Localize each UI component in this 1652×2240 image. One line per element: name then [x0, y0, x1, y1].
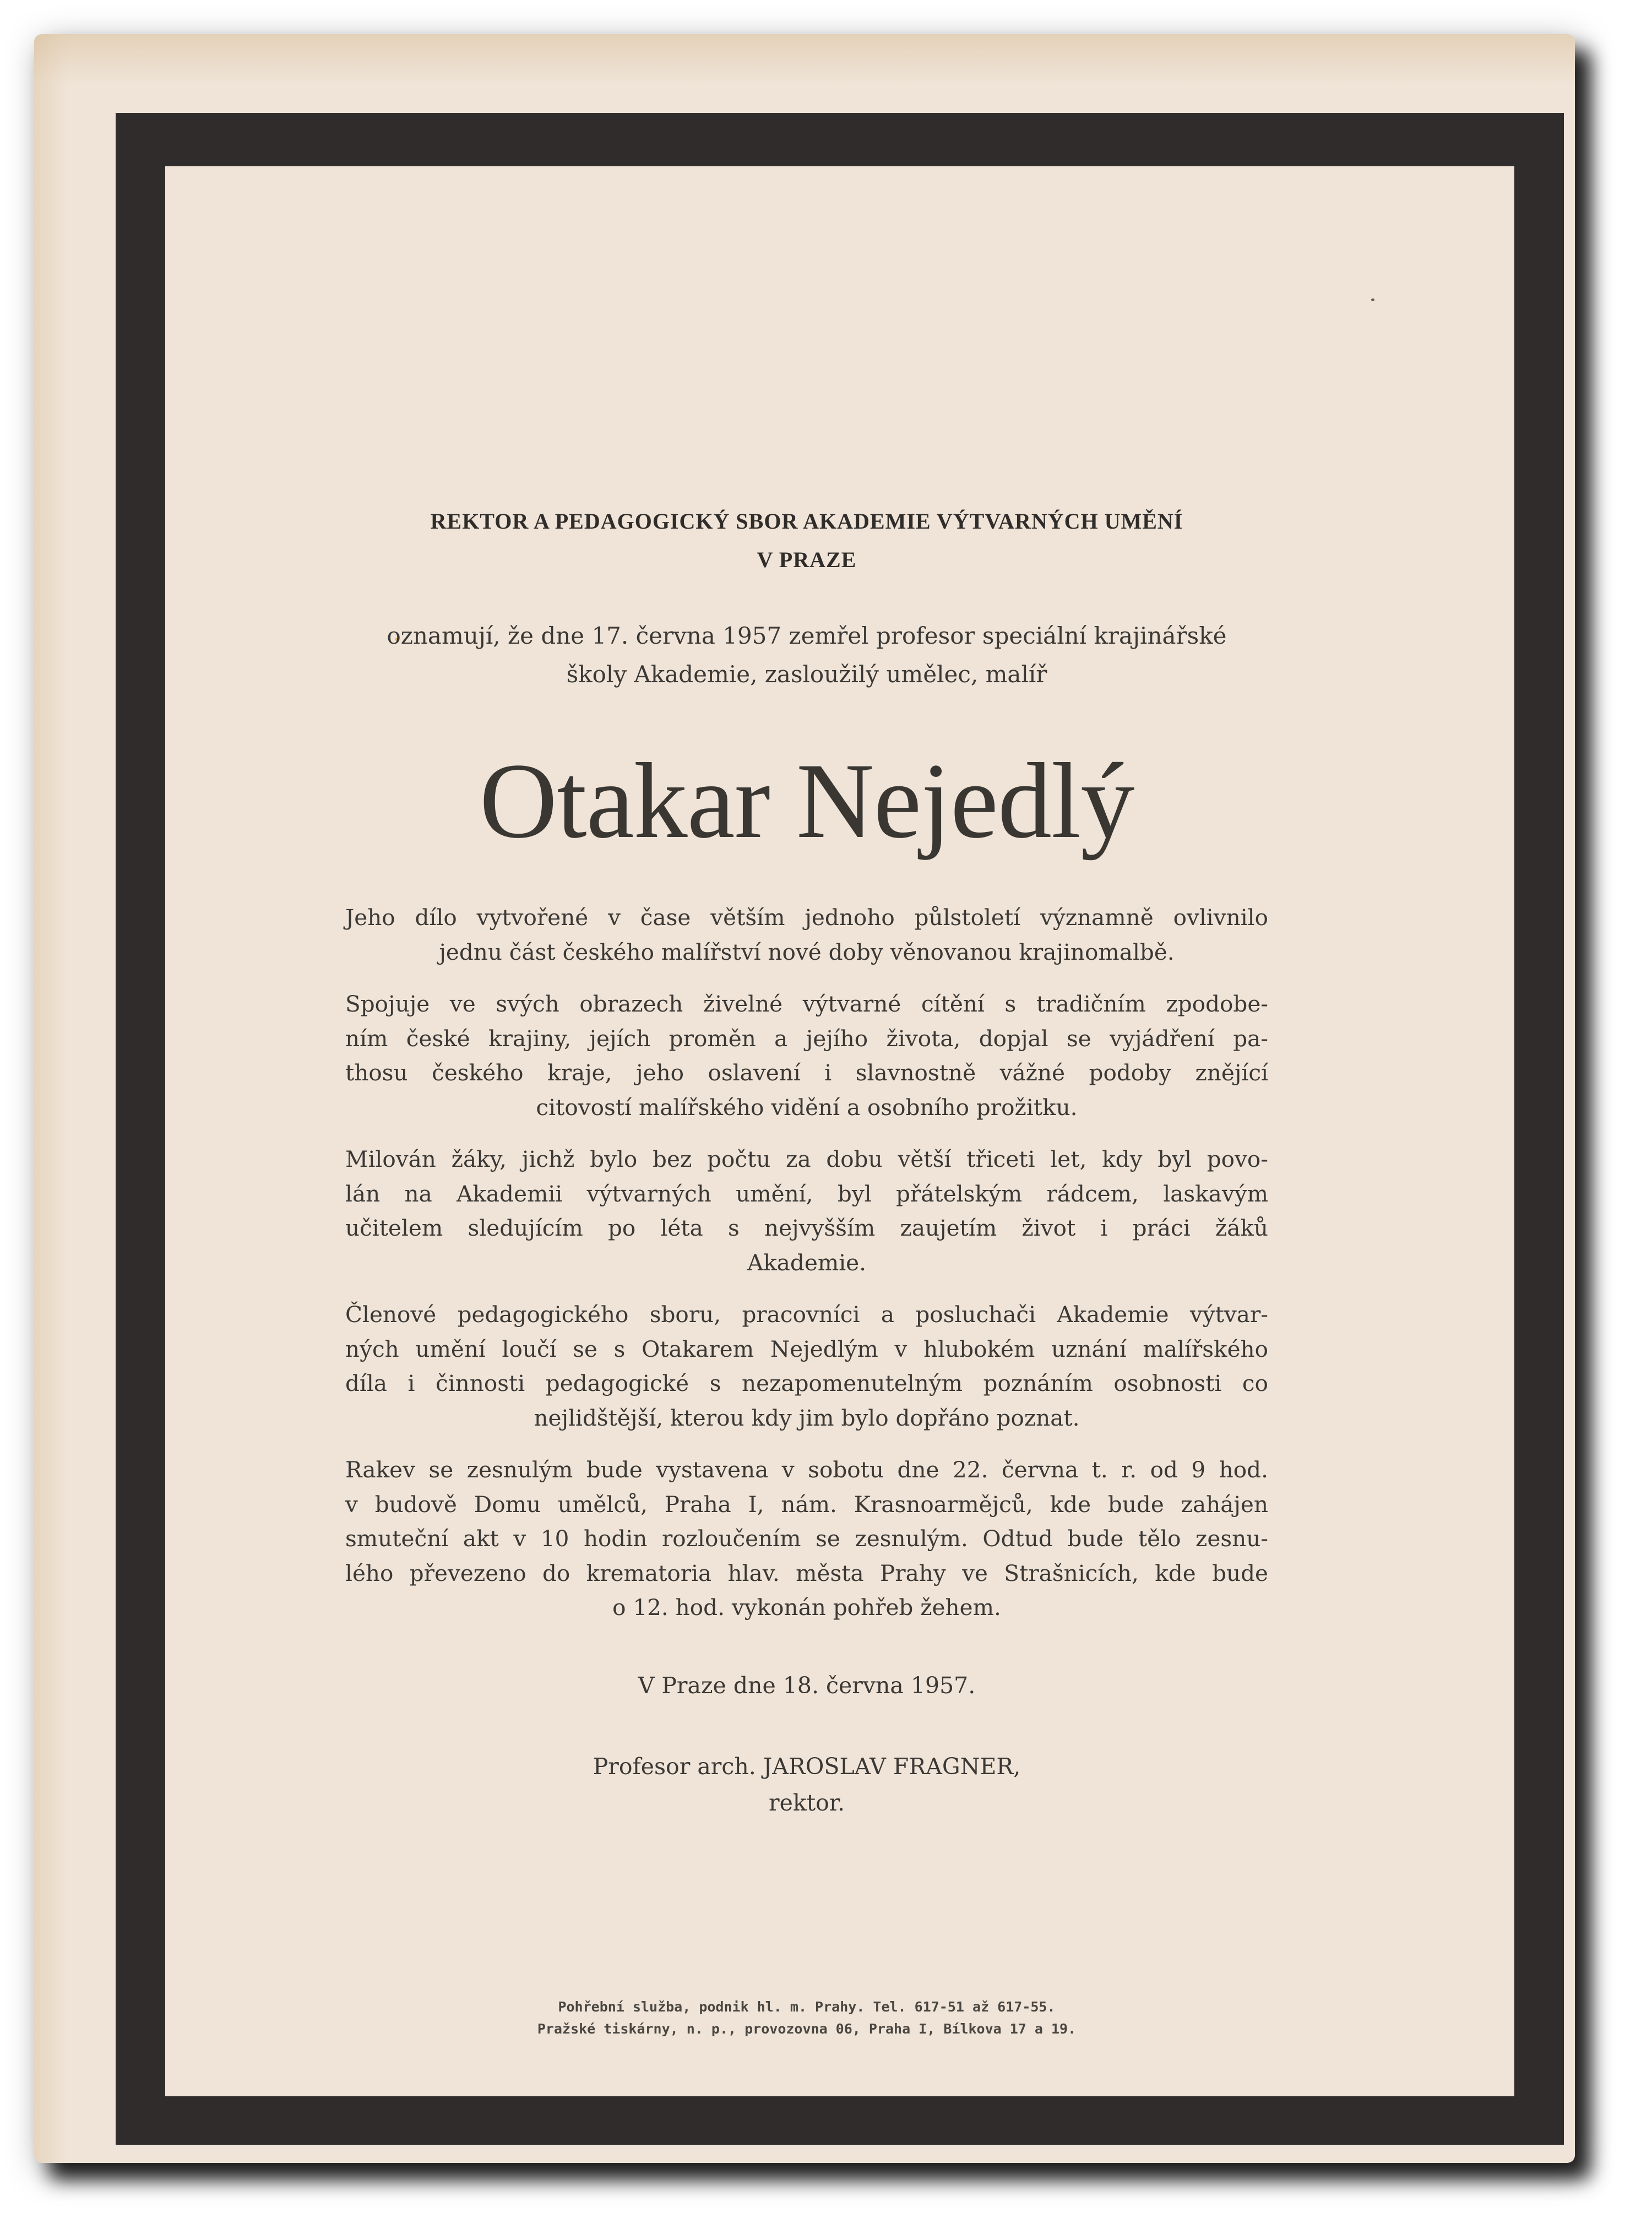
body-line: thosu českého kraje, jeho oslavení i slavnostně vážné podoby znějící [345, 1059, 1268, 1086]
body-line: smuteční akt v 10 hodin rozloučením se zesnulým. Odtud bude tělo zesnu- [345, 1525, 1268, 1552]
body-line: nejlidštější, kterou kdy jim bylo dopřáno poznat. [534, 1404, 1080, 1431]
signatory-title: rektor. [769, 1790, 845, 1816]
imprint-line: Pražské tiskárny, n. p., provozovna 06, Praha I, Bílkova 17 a 19. [537, 2021, 1077, 2037]
body-line: Akademie. [747, 1249, 867, 1276]
body-line: Rakev se zesnulým bude vystavena v sobotu dne 22. června t. r. od 9 hod. [345, 1456, 1268, 1483]
obituary-body [345, 900, 1268, 1643]
issuer-heading [345, 502, 1268, 579]
paragraph-style [345, 987, 1268, 1124]
body-line: lého převezeno do krematoria hlav. města Prahy ve Strašnicích, kde bude [345, 1559, 1268, 1586]
paragraph-funeral-details [345, 1453, 1268, 1625]
body-line: citovostí malířského vidění a osobního prožitku. [536, 1094, 1078, 1121]
body-line: Jeho dílo vytvořené v čase větším jednoho půlstoletí významně ovlivnilo [345, 904, 1268, 931]
deceased-name: Otakar Nejedlý [479, 741, 1134, 861]
heading-line: V PRAZE [757, 547, 857, 572]
place-and-date: V Praze dne 18. června 1957. [638, 1672, 976, 1699]
announcement-intro [345, 617, 1268, 694]
body-line: Spojuje ve svých obrazech živelné výtvarné cítění s tradičním zpodobe- [345, 991, 1268, 1017]
body-line: učitelem sledujícím po léta s nejvyšším zaujetím život i práci žáků [345, 1215, 1268, 1241]
body-line: ním české krajiny, jejích proměn a jejího života, dopjal se vyjádření pa- [345, 1025, 1268, 1052]
paragraph-legacy [345, 900, 1268, 969]
heading-line: REKTOR A PEDAGOGICKÝ SBOR AKADEMIE VÝTVARNÝCH UMĚNÍ [430, 509, 1183, 534]
body-line: Milován žáky, jichž bylo bez počtu za dobu větší třiceti let, kdy byl povo- [345, 1146, 1268, 1172]
paper-speck [1371, 298, 1374, 301]
body-line: o 12. hod. vykonán pohřeb žehem. [612, 1594, 1001, 1621]
signature-block [345, 1748, 1268, 1821]
body-line: lán na Akademii výtvarných umění, byl přátelským rádcem, laskavým [345, 1180, 1268, 1207]
imprint-line: Pohřební služba, podnik hl. m. Prahy. Tel. 617-51 až 617-55. [558, 1999, 1056, 2015]
paragraph-teacher [345, 1142, 1268, 1280]
body-line: ných umění loučí se s Otakarem Nejedlým v hlubokém uznání malířského [345, 1335, 1268, 1362]
printer-imprint [345, 1996, 1268, 2040]
body-line: jednu část českého malířství nové doby věnovanou krajinomalbě. [439, 938, 1175, 965]
signatory-name: Profesor arch. JAROSLAV FRAGNER, [593, 1753, 1021, 1780]
body-line: díla i činnosti pedagogické s nezapomenutelným poznáním osobnosti co [345, 1370, 1268, 1396]
body-line: Členové pedagogického sboru, pracovníci a posluchači Akademie výtvar- [345, 1301, 1268, 1328]
body-line: v budově Domu umělců, Praha I, nám. Krasnoarmějců, kde bude zahájen [345, 1491, 1268, 1518]
paragraph-farewell [345, 1297, 1268, 1435]
intro-line: oznamují, že dne 17. června 1957 zemřel profesor speciální krajinářské [387, 622, 1227, 649]
intro-line: školy Akademie, zasloužilý umělec, malíř [566, 661, 1047, 688]
